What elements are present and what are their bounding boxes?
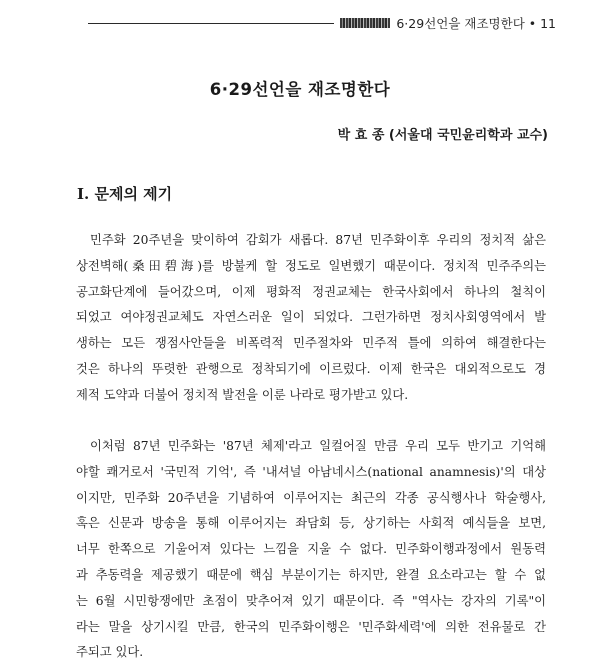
- paragraph-line: 주되고 있다.: [76, 645, 144, 660]
- paragraph-line: 는 6월 시민항쟁에만 초점이 맞추어져 있기 때문이다. 즉 "역사는 강자의 기록"이: [76, 593, 546, 608]
- article-title: 6·29선언을 재조명한다: [209, 80, 391, 99]
- paragraph-line: 이지만, 민주화 20주년을 기념하여 이루어지는 최근의 각종 공식행사나 학술행사,: [76, 490, 546, 505]
- paragraph-line: 것은 하나의 뚜렷한 관행으로 정착되기에 이르렀다. 이제 한국은 대외적으로도 경: [76, 361, 546, 376]
- running-title: 6·29선언을 재조명한다 • 11: [396, 16, 556, 31]
- body-paragraph-2: [76, 434, 546, 666]
- section-heading: Ⅰ. 문제의 제기: [77, 185, 173, 203]
- paragraph-line: 라는 말을 상기시킬 만큼, 한국의 민주화이행은 '민주화세력'에 의한 전유물로 간: [76, 619, 546, 634]
- paragraph-line: 야할 쾌거로서 '국민적 기억', 즉 '내셔널 아남네시스(national anamnesis)'의 대상: [76, 464, 546, 479]
- author-line: 박 효 종 (서울대 국민윤리학과 교수): [337, 128, 548, 143]
- paragraph-line: 공고화단계에 들어갔으며, 이제 평화적 정권교체는 한국사회에서 하나의 철칙이: [76, 284, 546, 299]
- paragraph-line: 이처럼 87년 민주화는 '87년 체제'라고 일컬어질 만큼 우리 모두 반기고 기억해: [90, 439, 546, 453]
- header-ornament: [340, 18, 390, 28]
- paragraph-line: 되었고 여야정권교체도 자연스러운 일이 되었다. 그런가하면 정치사회영역에서 발: [76, 310, 546, 325]
- paragraph-line: 너무 한쪽으로 기울어져 있다는 느낌을 지울 수 없다. 민주화이행과정에서 원동력: [76, 542, 546, 557]
- paragraph-line: 혹은 신문과 방송을 통해 이루어지는 좌담회 등, 상기하는 사회적 예식들을 보면,: [76, 516, 546, 531]
- header-rule: [88, 23, 334, 24]
- paragraph-line: 민주화 20주년을 맞이하여 감회가 새롭다. 87년 민주화이후 우리의 정치적 삶은: [90, 233, 546, 247]
- body-paragraph-1: [76, 228, 546, 409]
- paragraph-line: 상전벽해(桑田碧海)를 방불케 할 정도로 일변했기 때문이다. 정치적 민주주의는: [76, 258, 546, 273]
- paragraph-line: 제적 도약과 더불어 정치적 발전을 이룬 나라로 평가받고 있다.: [76, 387, 409, 402]
- paragraph-line: 과 추동력을 제공했기 때문에 핵심 부분이기는 하지만, 완결 요소라고는 할 수 없: [76, 567, 546, 582]
- paragraph-line: 생하는 모든 쟁점사안들을 비폭력적 민주절차와 민주적 틀에 의하여 해결한다는: [76, 336, 546, 351]
- running-header: [88, 14, 556, 32]
